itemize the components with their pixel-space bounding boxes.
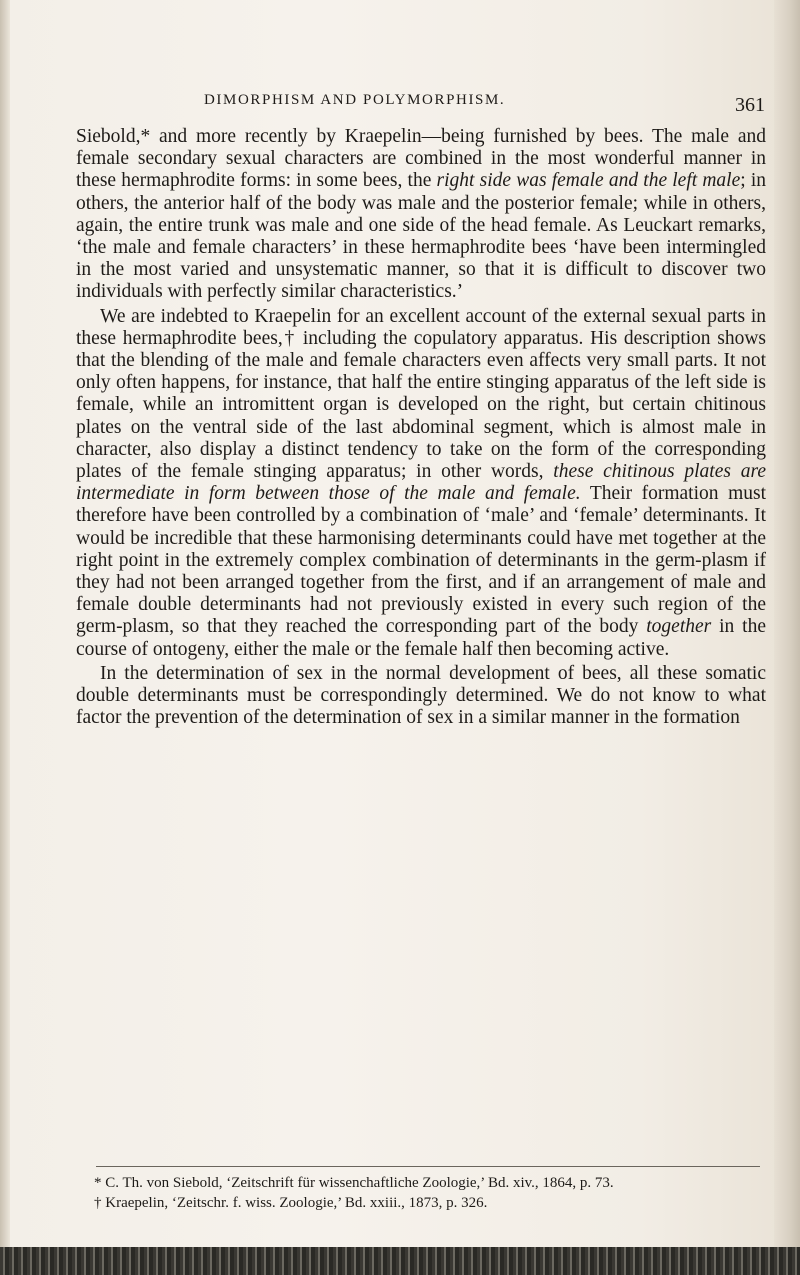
footnote-2: † Kraepelin, ‘Zeitschr. f. wiss. Zoologie,’ Bd. xxiii., 1873, p. 326. xyxy=(94,1195,488,1211)
scan-bottom-edge xyxy=(0,1247,800,1275)
footnote-1: * C. Th. von Siebold, ‘Zeitschrift für wissenchaftliche Zoologie,’ Bd. xiv., 1864, p. 73. xyxy=(94,1175,614,1191)
italic-run: right side was female and the left male xyxy=(436,170,741,192)
text-run: Siebold,* and more recently by Kraepelin—being furnished by bees. The male and female secondary sexual characters are combined in the most wonderful manner in these hermaphrodite forms: in some bees, the xyxy=(76,126,766,192)
page-left-edge-shadow xyxy=(0,0,10,1275)
page-header xyxy=(0,92,800,116)
text-run: We are indebted to Kraepelin for an excellent account of the external sexual parts in these hermaphrodite bees,† including the copulatory apparatus. His description shows that the blending of the male and female characters even affects very small parts. It not only often happens, for instance, that half the entire stinging apparatus of the left side is female, while an intromittent organ is developed on the right, but certain chitinous plates on the ventral side of the last abdominal segment, which is almost male in character, also display a distinct tendency to take on the form of the corresponding plates of the female stinging apparatus; in other words, xyxy=(76,305,766,483)
page-right-edge-shadow xyxy=(774,0,800,1275)
footnote-rule xyxy=(96,1166,760,1167)
footnotes xyxy=(76,1173,766,1213)
text-run: Their formation must therefore have been controlled by a combination of ‘male’ and ‘female’ determinants. It would be incredible that these harmonising determinants could have met together at the right point in the extremely complex combination of determinants in the germ-plasm if they had not been arranged together from the first, and if an arrangement of male and female double determinants had not previously existed in every such region of the germ-plasm, so that they reached the corresponding part of the body xyxy=(76,483,766,638)
running-head: DIMORPHISM AND POLYMORPHISM. xyxy=(204,92,506,108)
body-text xyxy=(76,126,766,729)
text-run: ; in others, the anterior half of the body was male and the posterior female; while in others, again, the entire trunk was male and one side of the head female. As Leuckart remarks, ‘the male and female characters’ in these hermaphrodite bees ‘have been intermingled in the most varied and unsystematic manner, so that it is difficult to discover two individuals with perfectly similar characteristics.’ xyxy=(76,170,767,303)
italic-run: these chitinous plates are intermediate in form between those of the male and female. xyxy=(76,461,767,505)
page-number: 361 xyxy=(735,94,765,116)
text-run: In the determination of sex in the normal development of bees, all these somatic double determinants must be correspondingly determined. We do not know to what factor the prevention of the determination of sex in a similar manner in the formation xyxy=(76,662,766,729)
paragraph-1 xyxy=(76,126,766,304)
paragraph-2 xyxy=(76,306,766,661)
paragraph-3 xyxy=(76,663,766,730)
text-run: in the course of ontogeny, either the male or the female half then becoming active. xyxy=(76,616,766,660)
italic-run: together xyxy=(646,616,712,638)
